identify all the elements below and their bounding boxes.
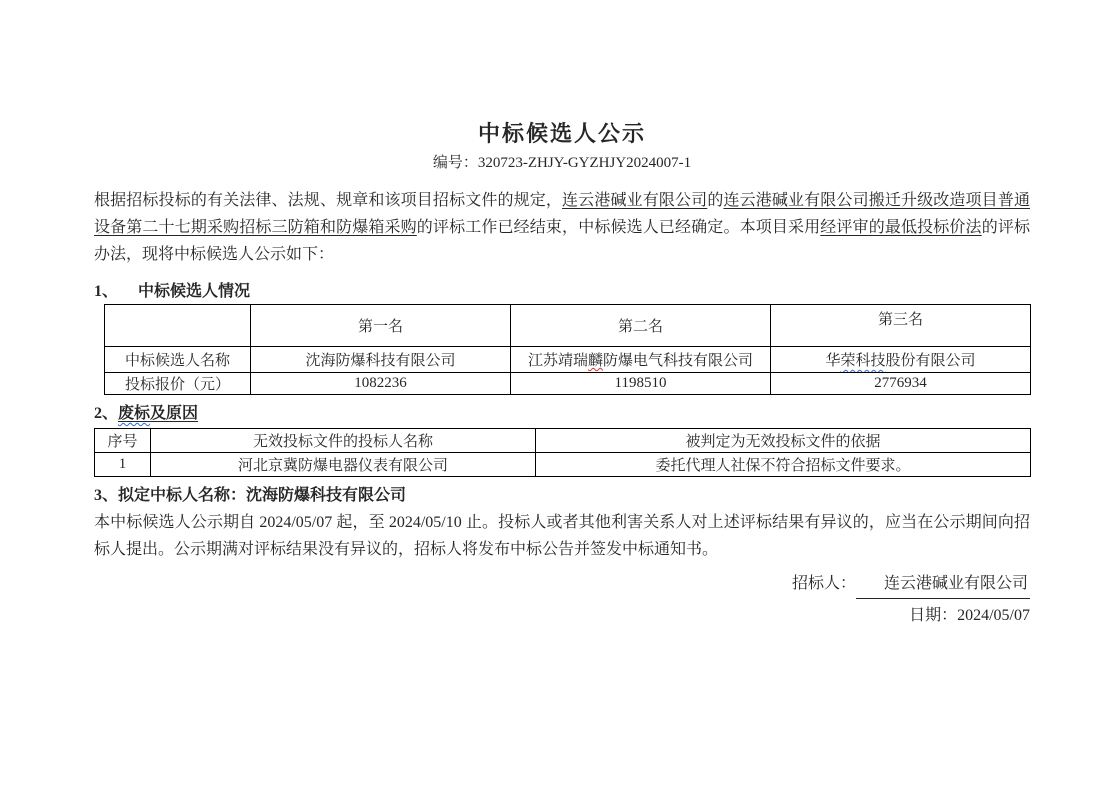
date-value: 2024/05/07 xyxy=(957,607,1030,624)
price-third: 2776934 xyxy=(771,373,1031,395)
table-header-row xyxy=(95,429,1031,453)
reference-label: 编号： xyxy=(432,155,478,171)
section-2-title-text: 及原因 xyxy=(150,405,199,422)
section-1-heading xyxy=(94,282,1030,302)
intro-text: 的评标工作已经结束，中标候选人已经确定。本项目采用 xyxy=(416,219,821,236)
candidate-third-text: 华 xyxy=(825,353,841,369)
row-label: 中标候选人名称 xyxy=(105,347,251,373)
header-second-place: 第二名 xyxy=(511,305,771,347)
section-2-heading xyxy=(94,404,1030,424)
rejected-bids-table xyxy=(94,428,1031,477)
header-first-place: 第一名 xyxy=(251,305,511,347)
corner-cell xyxy=(105,305,251,347)
intro-text: 的评标办法，现将中标候选人公示如下： xyxy=(94,219,1030,263)
candidate-second-spellcheck: 麟 xyxy=(587,353,603,369)
closing-paragraph: 本中标候选人公示期自 2024/05/07 起，至 2024/05/10 止。投标人或者其他利害关系人对上述评标结果有异议的，应当在公示期间向招标人提出。公示期满对评标结果没有异议的，招标人将发布中标公告并签发中标通知书。 xyxy=(94,514,1030,558)
price-second: 1198510 xyxy=(511,373,771,395)
header-invalid-basis: 被判定为无效投标文件的依据 xyxy=(536,429,1031,453)
candidate-third-text: 股份有限公司 xyxy=(885,353,976,369)
intro-text: 根据招标投标的有关法律、法规、规章和该项目招标文件的规定， xyxy=(94,192,563,209)
section-3-heading xyxy=(94,486,1030,506)
candidate-first: 沈海防爆科技有限公司 xyxy=(251,347,511,373)
page-title: 中标候选人公示 xyxy=(477,121,646,146)
section-2-number: 2、 xyxy=(94,405,119,422)
date-line xyxy=(94,604,1030,628)
winner-candidates-table xyxy=(104,304,1031,395)
reference-number: 320723-ZHJY-GYZHJY2024007-1 xyxy=(477,155,692,171)
section-3-number: 3、 xyxy=(94,487,119,504)
header-serial-no: 序号 xyxy=(95,429,151,453)
table-row-rejected-bid xyxy=(95,453,1031,477)
table-row-bid-prices xyxy=(105,373,1031,395)
price-first: 1082236 xyxy=(251,373,511,395)
reference-number-line xyxy=(94,151,1030,175)
section-2-title xyxy=(118,405,198,422)
table-row-candidate-names xyxy=(105,347,1031,373)
row-label: 投标报价（元） xyxy=(105,373,251,395)
section-1-number: 1、 xyxy=(94,283,119,300)
intro-paragraph xyxy=(94,187,1030,268)
rejected-bidder-name: 河北京冀防爆电器仪表有限公司 xyxy=(151,453,536,477)
candidate-third-grammarcheck: 荣科技 xyxy=(840,353,886,369)
tenderer-name: 连云港碱业有限公司 xyxy=(856,572,1030,599)
intro-underlined-method: 经评审的最低投标价法 xyxy=(820,219,982,236)
header-third-place: 第三名 xyxy=(771,305,1031,347)
section-3-title: 拟定中标人名称：沈海防爆科技有限公司 xyxy=(118,487,407,504)
section-1-title: 中标候选人情况 xyxy=(138,283,251,300)
candidate-second xyxy=(511,347,771,373)
intro-underlined-bidder: 连云港碱业有限公司 xyxy=(562,192,708,209)
table-header-row xyxy=(105,305,1031,347)
rejected-serial-no: 1 xyxy=(95,453,151,477)
candidate-second-text: 防爆电气科技有限公司 xyxy=(603,353,754,369)
section-2-title-grammarcheck: 废标 xyxy=(118,405,151,422)
candidate-second-text: 江苏靖瑞 xyxy=(527,353,588,369)
intro-underlined-project: 连云港碱业有限公司搬迁升级改造项目普通设备第二十七期采购招标三防箱和防爆箱采购 xyxy=(94,192,1030,236)
rejected-basis: 委托代理人社保不符合招标文件要求。 xyxy=(536,453,1031,477)
tenderer-signature-line xyxy=(94,572,1030,599)
date-label: 日期： xyxy=(909,607,958,624)
header-invalid-bidder-name: 无效投标文件的投标人名称 xyxy=(151,429,536,453)
tenderer-label: 招标人： xyxy=(791,575,856,592)
candidate-third xyxy=(771,347,1031,373)
intro-text: 的 xyxy=(707,192,724,209)
